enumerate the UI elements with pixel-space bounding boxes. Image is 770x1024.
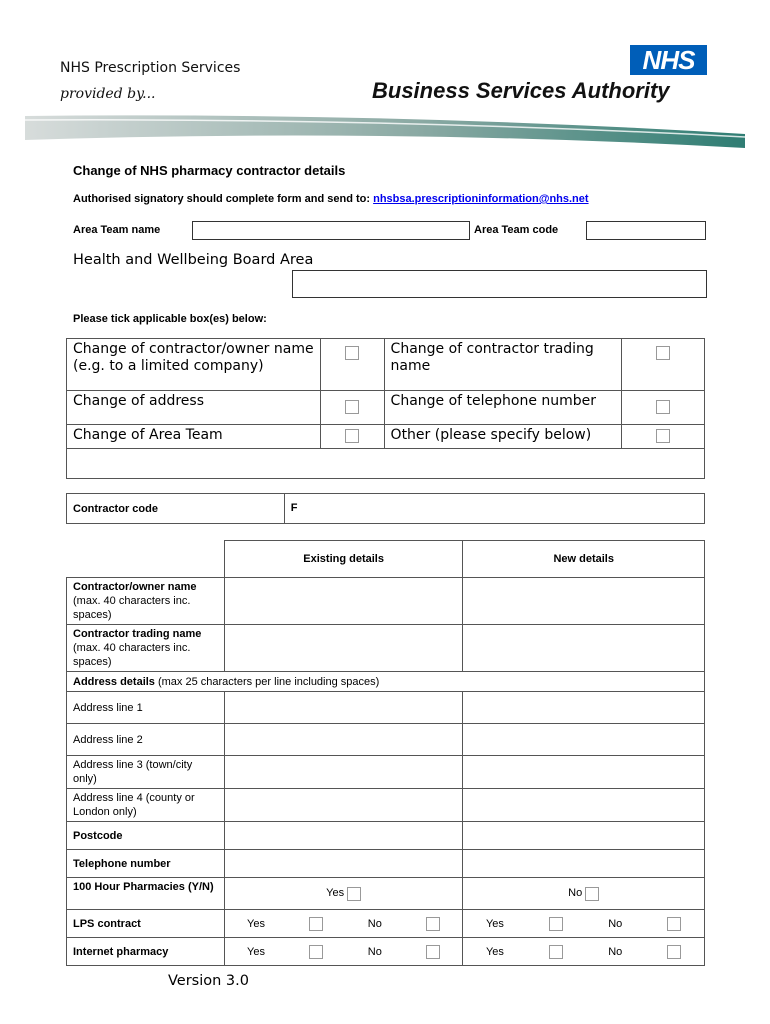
nhs-logo: NHS [630, 45, 707, 75]
internet-new-yes-checkbox[interactable] [549, 945, 563, 959]
postcode-existing-field[interactable] [224, 822, 463, 850]
details-table [66, 540, 705, 966]
option-owner-label: Change of contractor/owner name (e.g. to a limited company) [67, 339, 321, 391]
address-line-4-label: Address line 4 (county or London only) [67, 789, 225, 822]
hundred-hour-yes-checkbox[interactable] [347, 887, 361, 901]
option-area-team-label: Change of Area Team [67, 425, 321, 449]
option-address-label: Change of address [67, 391, 321, 425]
internet-new-no-checkbox[interactable] [667, 945, 681, 959]
address-line-3-label: Address line 3 (town/city only) [67, 756, 225, 789]
postcode-label: Postcode [67, 822, 225, 850]
telephone-existing-field[interactable] [224, 850, 463, 878]
hundred-hour-no: No [463, 878, 705, 910]
option-telephone-checkbox[interactable] [656, 400, 670, 414]
instruction-text: Authorised signatory should complete form and send to: [73, 193, 371, 205]
internet-pharmacy-label: Internet pharmacy [67, 938, 225, 966]
telephone-new-field[interactable] [463, 850, 705, 878]
hwb-label: Health and Wellbeing Board Area [73, 252, 314, 268]
postcode-new-field[interactable] [463, 822, 705, 850]
hundred-hour-no-checkbox[interactable] [585, 887, 599, 901]
instruction [73, 193, 589, 205]
trading-name-existing-field[interactable] [224, 625, 463, 672]
new-details-header: New details [463, 541, 705, 578]
option-area-team-checkbox[interactable] [345, 429, 359, 443]
address-line-2-label: Address line 2 [67, 724, 225, 756]
authority-name: Business Services Authority [372, 78, 670, 103]
existing-details-header: Existing details [224, 541, 463, 578]
address-line-2-existing-field[interactable] [224, 724, 463, 756]
tick-instruction: Please tick applicable box(es) below: [73, 313, 267, 325]
hundred-hour-label: 100 Hour Pharmacies (Y/N) [67, 878, 225, 910]
option-trading-checkbox[interactable] [656, 346, 670, 360]
hundred-hour-yes: Yes [224, 878, 463, 910]
option-address-checkbox[interactable] [345, 400, 359, 414]
option-owner-checkbox[interactable] [345, 346, 359, 360]
provided-by: provided by... [60, 86, 156, 102]
internet-existing: Yes No [224, 938, 463, 966]
address-line-4-new-field[interactable] [463, 789, 705, 822]
address-details-heading: Address details (max 25 characters per line including spaces) [67, 672, 705, 692]
contractor-code-label: Contractor code [67, 494, 285, 524]
owner-name-label: Contractor/owner name (max. 40 characters inc. spaces) [67, 578, 225, 625]
email-link[interactable]: nhsbsa.prescriptioninformation@nhs.net [373, 193, 589, 205]
address-line-1-new-field[interactable] [463, 692, 705, 724]
area-team-name-label: Area Team name [73, 224, 161, 236]
area-team-code-field[interactable] [586, 221, 706, 240]
lps-new-yes-checkbox[interactable] [549, 917, 563, 931]
contractor-code-table [66, 493, 705, 524]
internet-existing-yes-checkbox[interactable] [309, 945, 323, 959]
owner-name-new-field[interactable] [463, 578, 705, 625]
hwb-field[interactable] [292, 270, 707, 298]
area-team-code-label: Area Team code [474, 224, 559, 236]
option-other-checkbox[interactable] [656, 429, 670, 443]
change-options-table [66, 338, 705, 479]
lps-existing: Yes No [224, 910, 463, 938]
option-other-label: Other (please specify below) [384, 425, 622, 449]
address-line-3-existing-field[interactable] [224, 756, 463, 789]
internet-existing-no-checkbox[interactable] [426, 945, 440, 959]
lps-existing-no-checkbox[interactable] [426, 917, 440, 931]
form-title: Change of NHS pharmacy contractor details [73, 163, 346, 178]
lps-existing-yes-checkbox[interactable] [309, 917, 323, 931]
owner-name-existing-field[interactable] [224, 578, 463, 625]
internet-new: Yes No [463, 938, 705, 966]
version-footer: Version 3.0 [168, 973, 249, 989]
address-line-1-existing-field[interactable] [224, 692, 463, 724]
option-trading-label: Change of contractor trading name [384, 339, 622, 391]
option-telephone-label: Change of telephone number [384, 391, 622, 425]
trading-name-new-field[interactable] [463, 625, 705, 672]
trading-name-label: Contractor trading name (max. 40 characters inc. spaces) [67, 625, 225, 672]
address-line-4-existing-field[interactable] [224, 789, 463, 822]
area-team-name-field[interactable] [192, 221, 470, 240]
address-line-3-new-field[interactable] [463, 756, 705, 789]
telephone-label: Telephone number [67, 850, 225, 878]
contractor-code-field[interactable]: F [284, 494, 704, 524]
address-line-1-label: Address line 1 [67, 692, 225, 724]
address-line-2-new-field[interactable] [463, 724, 705, 756]
other-specify-field[interactable] [67, 449, 705, 479]
lps-new-no-checkbox[interactable] [667, 917, 681, 931]
lps-new: Yes No [463, 910, 705, 938]
header-swoosh-graphic [25, 110, 745, 155]
lps-label: LPS contract [67, 910, 225, 938]
org-name: NHS Prescription Services [60, 60, 241, 76]
